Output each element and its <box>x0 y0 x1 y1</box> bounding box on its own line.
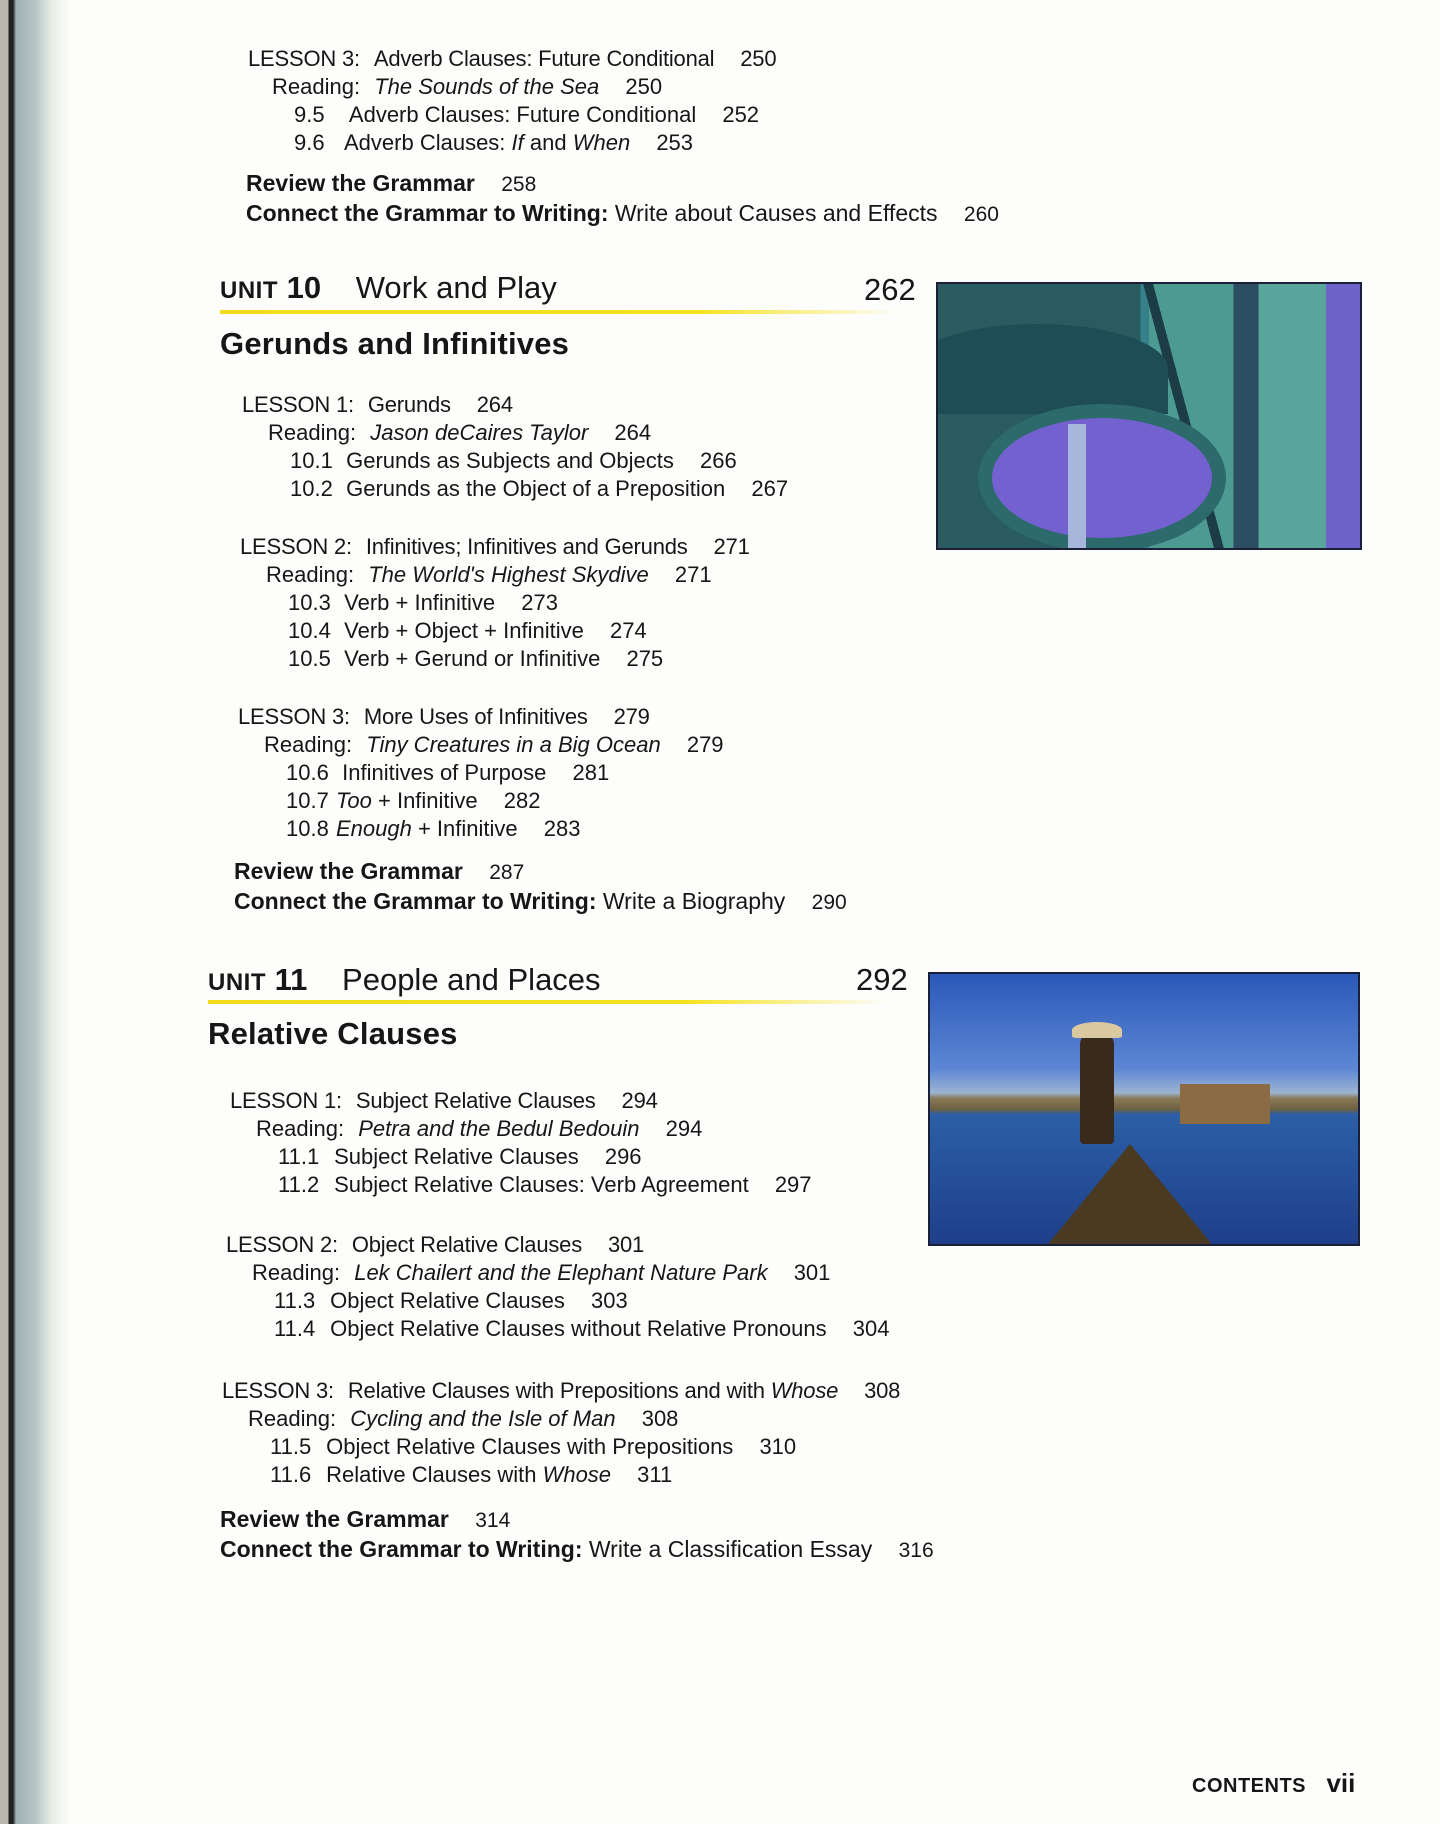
page-number: 250 <box>740 46 777 71</box>
page-number: 296 <box>604 1144 642 1169</box>
slide-curve-shape <box>936 324 1168 414</box>
toc-item[interactable] <box>286 760 609 786</box>
item-number: 10.1 <box>290 448 333 473</box>
lesson-label: LESSON 1: <box>230 1088 342 1113</box>
unit-heading[interactable] <box>220 270 557 306</box>
item-title: Infinitives of Purpose <box>342 760 547 785</box>
toc-lesson[interactable] <box>238 704 650 730</box>
page-number: 250 <box>625 74 663 99</box>
page-number: 274 <box>609 618 647 643</box>
toc-lesson[interactable] <box>242 392 513 418</box>
page-number: 308 <box>641 1406 679 1431</box>
item-title-italic: Too <box>336 788 372 813</box>
lesson-title: Gerunds <box>367 392 451 417</box>
reading-label: Reading: <box>268 420 357 445</box>
toc-item[interactable] <box>288 618 647 644</box>
connect-label: Connect the Grammar to Writing: <box>246 200 609 226</box>
item-number: 10.8 <box>286 816 329 841</box>
page-number: 287 <box>489 861 525 884</box>
page-number: 264 <box>614 420 652 445</box>
toc-connect[interactable] <box>234 888 847 915</box>
footer-label: CONTENTS <box>1192 1775 1306 1797</box>
toc-item[interactable] <box>274 1316 889 1342</box>
lesson-label: LESSON 2: <box>240 534 352 559</box>
unit-subject: Gerunds and Infinitives <box>220 326 570 361</box>
item-number: 10.6 <box>286 760 329 785</box>
item-title: and <box>523 130 573 155</box>
item-title: Verb + Object + Infinitive <box>344 618 584 643</box>
reading-title: Lek Chailert and the Elephant Nature Park <box>354 1260 768 1285</box>
page-number: 271 <box>713 534 750 559</box>
review-label: Review the Grammar <box>234 858 463 884</box>
toc-item[interactable] <box>288 590 558 616</box>
page-number: 275 <box>626 646 664 671</box>
page-number: 282 <box>503 788 541 813</box>
page-number: 279 <box>686 732 724 757</box>
page-number: 314 <box>475 1509 511 1532</box>
reading-title: Jason deCaires Taylor <box>370 420 589 445</box>
toc-item[interactable] <box>294 102 759 128</box>
item-number: 10.3 <box>288 590 331 615</box>
reading-title: Petra and the Bedul Bedouin <box>358 1116 640 1141</box>
water-slide-photo <box>936 282 1362 550</box>
reading-label: Reading: <box>272 74 361 99</box>
item-number: 11.2 <box>278 1172 320 1197</box>
reading-title: The World's Highest Skydive <box>368 562 649 587</box>
item-title-italic: When <box>572 130 631 155</box>
page-number: 252 <box>722 102 760 127</box>
item-title: + Infinitive <box>411 816 518 841</box>
lesson-label: LESSON 1: <box>242 392 354 417</box>
reading-label: Reading: <box>252 1260 341 1285</box>
unit-subject: Relative Clauses <box>208 1016 458 1051</box>
item-title: Gerunds as Subjects and Objects <box>346 448 674 473</box>
toc-reading[interactable] <box>266 562 712 588</box>
unit-theme: Work and Play <box>355 270 557 305</box>
connect-text: Write about Causes and Effects <box>614 200 938 226</box>
page-number: 283 <box>543 816 581 841</box>
toc-lesson[interactable] <box>226 1232 644 1258</box>
unit-theme: People and Places <box>342 962 601 997</box>
unit-label: UNIT <box>208 969 266 996</box>
page-number: 301 <box>607 1232 645 1257</box>
lesson-title-italic: Whose <box>770 1378 839 1403</box>
toc-item[interactable] <box>294 130 693 156</box>
lesson-title: Object Relative Clauses <box>351 1232 583 1257</box>
fisherman-shape <box>1080 1034 1114 1144</box>
reading-label: Reading: <box>256 1116 345 1141</box>
unit-heading[interactable] <box>208 962 601 998</box>
page-number: 297 <box>774 1172 812 1197</box>
toc-reading[interactable] <box>252 1260 830 1286</box>
item-title: Object Relative Clauses without Relative Pronouns <box>330 1316 827 1341</box>
review-label: Review the Grammar <box>220 1506 449 1532</box>
lesson-title: Subject Relative Clauses <box>355 1088 596 1113</box>
reading-label: Reading: <box>264 732 353 757</box>
toc-lesson[interactable] <box>248 46 776 72</box>
toc-lesson[interactable] <box>240 534 750 560</box>
page-number: 253 <box>656 130 694 155</box>
slide-ring-shape <box>978 404 1226 550</box>
page-number: 304 <box>852 1316 890 1341</box>
item-number: 10.2 <box>290 476 333 501</box>
toc-item[interactable] <box>274 1288 628 1314</box>
item-number: 10.7 <box>286 788 329 813</box>
toc-item[interactable] <box>290 448 737 474</box>
page-number: 308 <box>864 1378 901 1403</box>
item-number: 11.4 <box>274 1316 316 1341</box>
page-number: 310 <box>759 1434 797 1459</box>
connect-text: Write a Biography <box>602 888 786 914</box>
page-number: 266 <box>699 448 737 473</box>
page-number: 279 <box>613 704 650 729</box>
page-number: 264 <box>476 392 513 417</box>
lesson-title: Relative Clauses with Prepositions and with <box>347 1378 771 1403</box>
page-number: 273 <box>521 590 559 615</box>
review-label: Review the Grammar <box>246 170 475 196</box>
page-footer <box>1192 1768 1355 1799</box>
item-title: Subject Relative Clauses <box>334 1144 579 1169</box>
unit-number: 11 <box>274 962 308 997</box>
item-title-italic: Enough <box>336 816 412 841</box>
lesson-label: LESSON 3: <box>238 704 350 729</box>
stilt-house-shape <box>1180 1084 1270 1124</box>
toc-item[interactable] <box>290 476 788 502</box>
reading-title: The Sounds of the Sea <box>374 74 600 99</box>
reading-label: Reading: <box>266 562 355 587</box>
toc-reading[interactable] <box>256 1116 702 1142</box>
connect-label: Connect the Grammar to Writing: <box>234 888 597 914</box>
slide-pole-shape <box>1068 424 1086 550</box>
reading-label: Reading: <box>248 1406 337 1431</box>
toc-reading[interactable] <box>264 732 724 758</box>
lesson-label: LESSON 3: <box>222 1378 334 1403</box>
item-title: Adverb Clauses: <box>344 130 512 155</box>
page-number: 290 <box>811 891 847 914</box>
lesson-title: Adverb Clauses: Future Conditional <box>373 46 715 71</box>
connect-text: Write a Classification Essay <box>588 1536 873 1562</box>
toc-review[interactable] <box>220 1506 510 1533</box>
page-number: 316 <box>898 1539 934 1562</box>
item-number: 11.3 <box>274 1288 316 1313</box>
lesson-label: LESSON 2: <box>226 1232 338 1257</box>
toc-lesson[interactable] <box>222 1378 900 1404</box>
lesson-title: Infinitives; Infinitives and Gerunds <box>365 534 688 559</box>
toc-item[interactable] <box>270 1462 672 1488</box>
toc-item[interactable] <box>278 1172 812 1198</box>
page-number: 303 <box>591 1288 628 1313</box>
yellow-rule <box>220 310 900 314</box>
unit-number: 10 <box>286 270 322 305</box>
page-number: 301 <box>793 1260 831 1285</box>
item-number: 10.5 <box>288 646 331 671</box>
toc-reading[interactable] <box>272 74 662 100</box>
unit-label: UNIT <box>220 277 278 304</box>
page-number: 271 <box>674 562 712 587</box>
item-title: Object Relative Clauses <box>330 1288 565 1313</box>
item-title: Subject Relative Clauses: Verb Agreement <box>334 1172 749 1197</box>
toc-item[interactable] <box>278 1144 642 1170</box>
page-number: 294 <box>665 1116 703 1141</box>
toc-reading[interactable] <box>268 420 651 446</box>
item-title-italic: Whose <box>542 1462 612 1487</box>
toc-connect[interactable] <box>246 200 999 227</box>
page-number: 267 <box>751 476 789 501</box>
item-title-italic: If <box>511 130 524 155</box>
footer-page-number: vii <box>1326 1768 1356 1798</box>
item-title: Verb + Infinitive <box>344 590 496 615</box>
item-number: 10.4 <box>288 618 331 643</box>
page-number: 294 <box>621 1088 658 1113</box>
item-title: Verb + Gerund or Infinitive <box>344 646 601 671</box>
item-title: + Infinitive <box>371 788 478 813</box>
unit-page-number: 292 <box>856 962 908 997</box>
reading-title: Tiny Creatures in a Big Ocean <box>366 732 661 757</box>
page-number: 260 <box>963 203 999 226</box>
toc-reading[interactable] <box>248 1406 678 1432</box>
lesson-label: LESSON 3: <box>248 46 360 71</box>
boat-fisherman-photo <box>928 972 1360 1246</box>
item-title: Object Relative Clauses with Prepositions <box>326 1434 734 1459</box>
boat-shape <box>1040 1144 1220 1246</box>
unit-page-number: 262 <box>864 272 916 307</box>
toc-item[interactable] <box>288 646 663 672</box>
toc-review[interactable] <box>246 170 536 197</box>
page-number: 258 <box>501 173 537 196</box>
item-title: Relative Clauses with <box>326 1462 543 1487</box>
page-number: 311 <box>637 1462 673 1487</box>
toc-item[interactable] <box>286 816 580 842</box>
item-title: Adverb Clauses: Future Conditional <box>348 102 697 127</box>
toc-lesson[interactable] <box>230 1088 658 1114</box>
item-number: 11.1 <box>278 1144 320 1169</box>
hat-shape <box>1072 1022 1122 1038</box>
item-number: 9.6 <box>294 130 325 155</box>
yellow-rule <box>208 1000 888 1004</box>
page-binding-gutter <box>0 0 72 1824</box>
reading-title: Cycling and the Isle of Man <box>350 1406 616 1431</box>
page-number: 281 <box>572 760 610 785</box>
connect-label: Connect the Grammar to Writing: <box>220 1536 583 1562</box>
toc-connect[interactable] <box>220 1536 934 1563</box>
toc-item[interactable] <box>286 788 541 814</box>
item-number: 11.6 <box>270 1462 312 1487</box>
toc-review[interactable] <box>234 858 524 885</box>
toc-item[interactable] <box>270 1434 796 1460</box>
item-number: 9.5 <box>294 102 325 127</box>
item-number: 11.5 <box>270 1434 312 1459</box>
lesson-title: More Uses of Infinitives <box>363 704 588 729</box>
item-title: Gerunds as the Object of a Preposition <box>346 476 726 501</box>
